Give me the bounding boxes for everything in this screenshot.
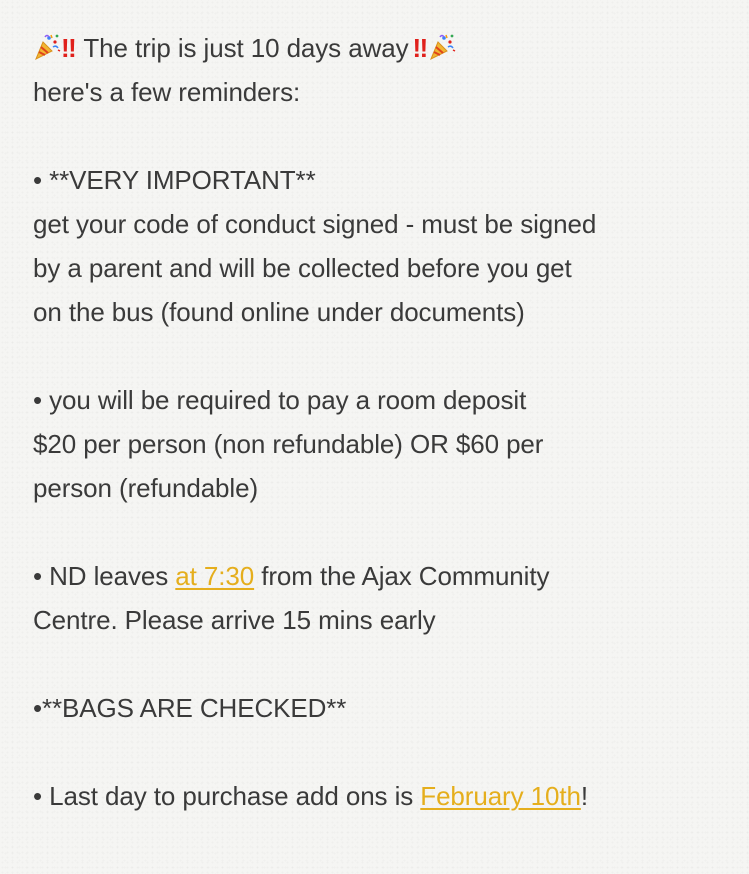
departure-suffix: from the Ajax Community [254, 561, 550, 591]
deposit-line: person (refundable) [33, 473, 259, 503]
important-bullet: • **VERY IMPORTANT** [33, 165, 316, 195]
departure-line [33, 554, 733, 598]
spacer [33, 114, 733, 158]
addons-line [33, 774, 733, 818]
spacer [33, 334, 733, 378]
double-exclamation-icon: ‼ [412, 33, 425, 63]
addons-suffix: ! [580, 781, 588, 811]
spacer [33, 730, 733, 774]
title-line [33, 26, 733, 70]
intro-text: here's a few reminders: [33, 77, 301, 107]
deposit-line: • you will be required to pay a room deposit [33, 385, 527, 415]
addons-prefix: • Last day to purchase add ons is [33, 781, 421, 811]
important-line: by a parent and will be collected before you get [33, 253, 572, 283]
spacer [33, 510, 733, 554]
bags-line: •**BAGS ARE CHECKED** [33, 693, 347, 723]
date-link[interactable]: February 10th [420, 781, 581, 811]
deposit-line: $20 per person (non refundable) OR $60 per [33, 429, 544, 459]
important-line: on the bus (found online under documents) [33, 297, 525, 327]
title-text: The trip is just 10 days away [76, 33, 409, 63]
departure-prefix: • ND leaves [33, 561, 176, 591]
party-popper-icon [428, 33, 456, 61]
spacer [33, 642, 733, 686]
departure-line-2: Centre. Please arrive 15 mins early [33, 605, 436, 635]
double-exclamation-icon: ‼ [61, 33, 73, 63]
time-link[interactable]: at 7:30 [175, 561, 255, 591]
party-popper-icon [33, 33, 61, 61]
note-body [33, 26, 733, 818]
important-line: get your code of conduct signed - must be signed [33, 209, 597, 239]
